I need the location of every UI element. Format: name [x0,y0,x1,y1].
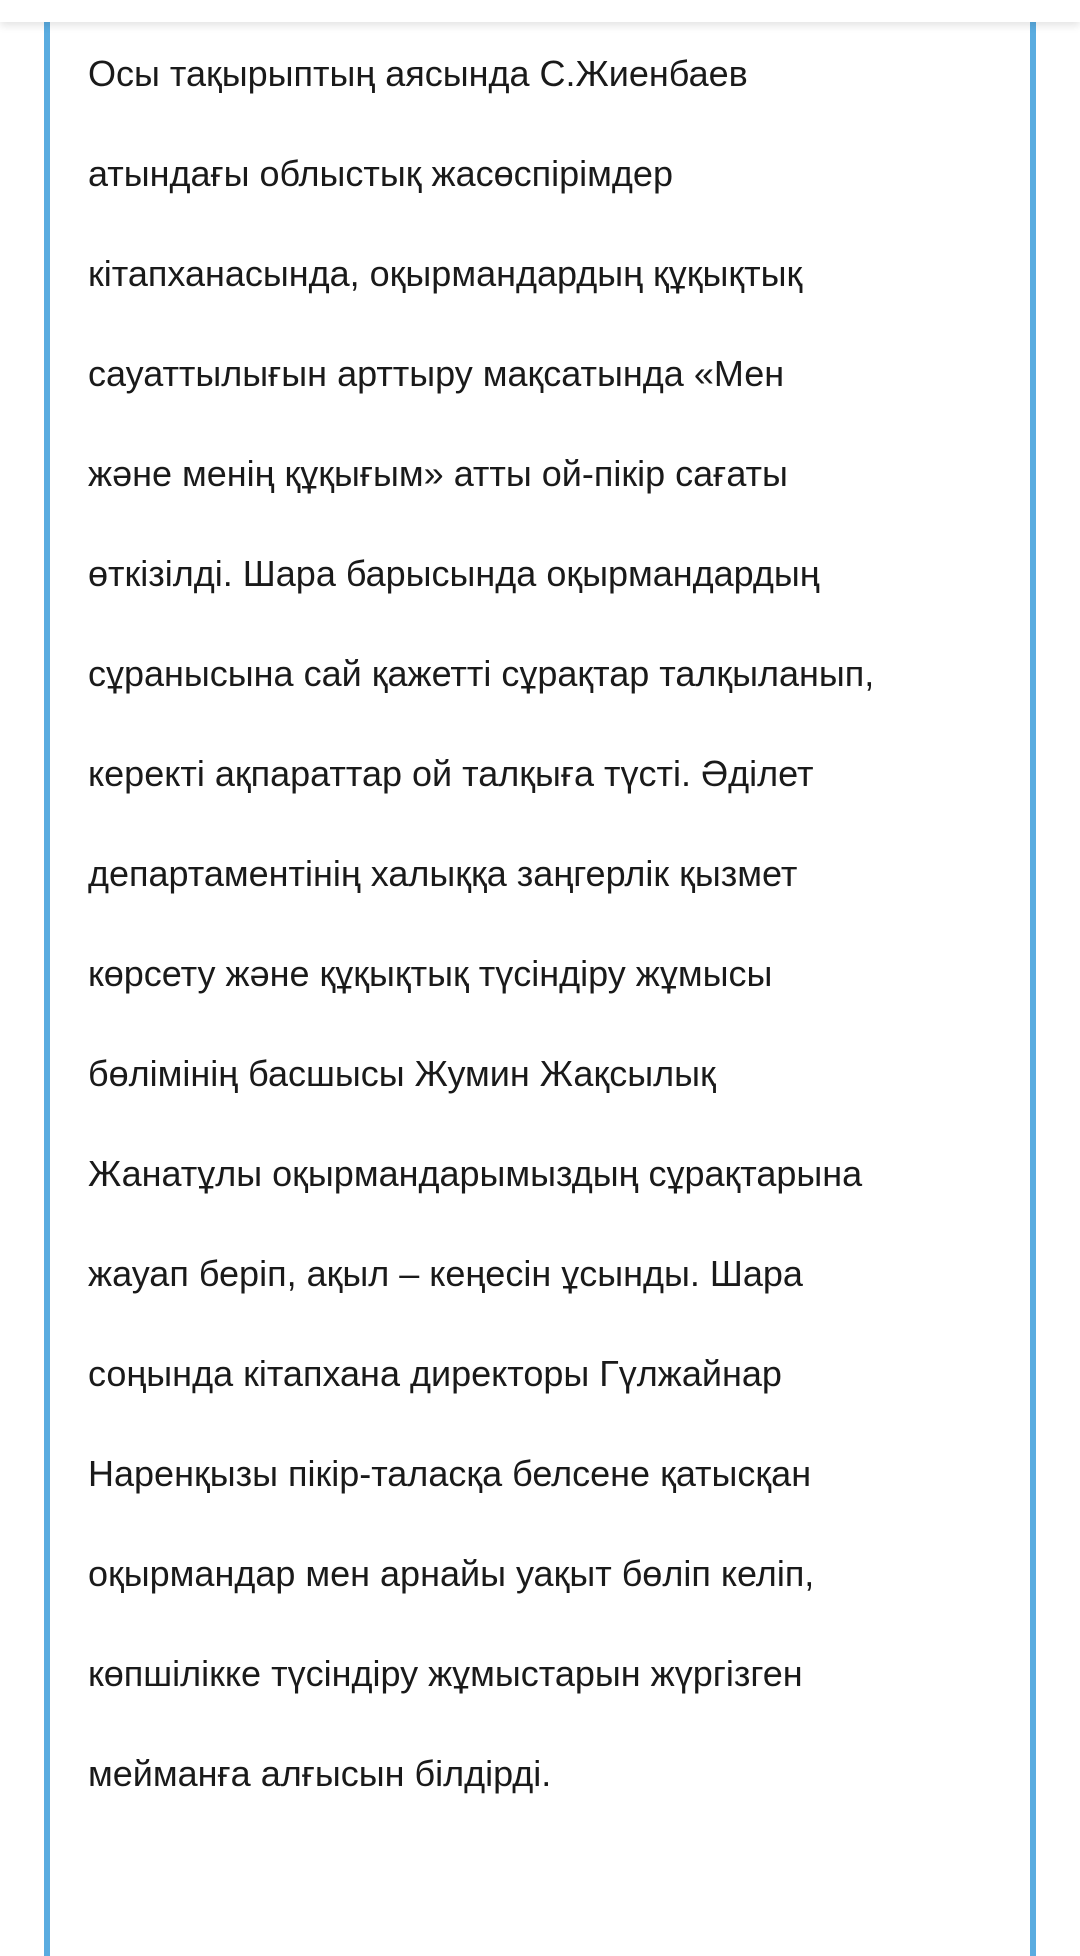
article-line: көпшілікке түсіндіру жұмыстарын жүргізген [88,1653,803,1694]
article-line: мейманға алғысын білдірді. [88,1753,552,1794]
top-bar [0,0,1080,22]
article-line: атындағы облыстық жасөспірімдер [88,153,673,194]
article-line: өткізілді. Шара барысында оқырмандардың [88,553,820,594]
article-line: соңында кітапхана директоры Гүлжайнар [88,1353,782,1394]
article-line: көрсету және құқықтық түсіндіру жұмысы [88,953,773,994]
article-line: керекті ақпараттар ой талқыға түсті. Әділет [88,753,814,794]
article-line: Жанатұлы оқырмандарымыздың сұрақтарына [88,1153,863,1194]
article-line: оқырмандар мен арнайы уақыт бөліп келіп, [88,1553,815,1594]
article-line: Наренқызы пікір-таласқа белсене қатысқан [88,1453,812,1494]
article-line: кітапханасында, оқырмандардың құқықтық [88,253,803,294]
article-line: Осы тақырыптың аясында С.Жиенбаев [88,53,748,94]
article-line: сауаттылығын арттыру мақсатында «Мен [88,353,785,394]
article-line: және менің құқығым» атты ой-пікір сағаты [88,453,788,494]
frame-border-left [44,22,50,1956]
article-body [88,24,988,1824]
article-line: бөлімінің басшысы Жумин Жақсылық [88,1053,716,1094]
article-line: жауап беріп, ақыл – кеңесін ұсынды. Шара [88,1253,803,1294]
article-line: сұранысына сай қажетті сұрақтар талқыланып, [88,653,875,694]
article-line: департаментінің халыққа заңгерлік қызмет [88,853,798,894]
frame-border-right [1030,22,1036,1956]
